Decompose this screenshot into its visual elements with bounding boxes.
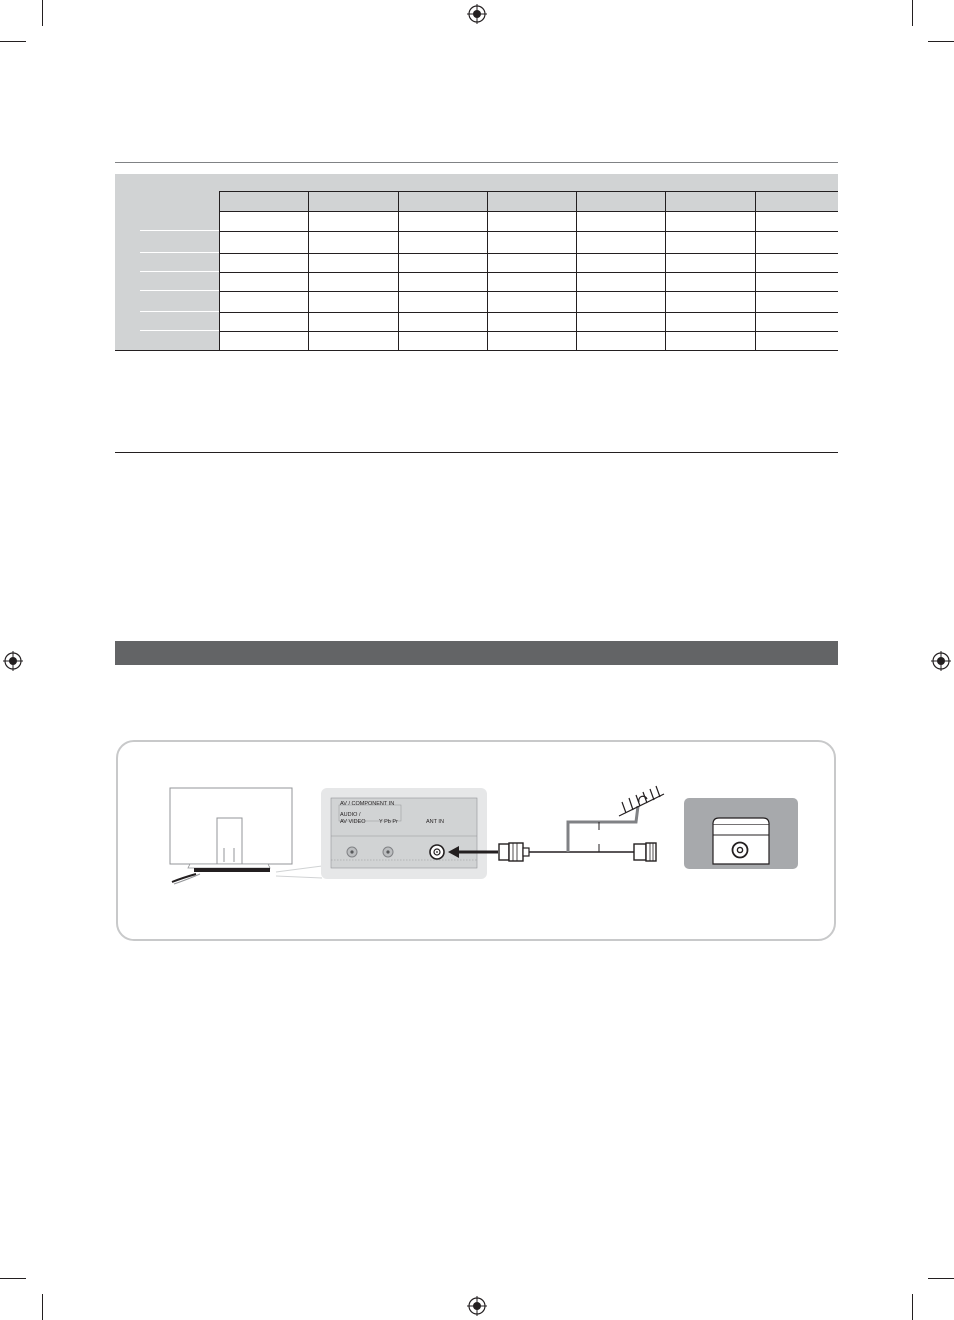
table-row-label [140,272,219,291]
coaxial-cable-icon [499,806,656,861]
registration-mark-icon [467,1296,487,1316]
table-row-label [140,231,219,253]
tv-back-panel [321,788,487,879]
table-bottom-line [115,350,838,351]
antenna-icon [619,786,664,816]
table-grid-line [219,272,838,273]
table-grid-line [219,312,838,313]
crop-mark [0,1278,26,1279]
registration-mark-icon [467,4,487,24]
table-column-separator [219,192,220,351]
table-row-label [140,331,219,351]
table-column-separator [755,192,756,351]
crop-mark [928,41,954,42]
table-column-separator [665,192,666,351]
av-component-in-label: AV / COMPONENT IN [340,801,395,807]
table-grid-line [219,331,838,332]
table-row-label [140,312,219,331]
section-heading-bar [115,641,838,665]
section-rule [115,452,838,453]
registration-mark-icon [3,651,23,671]
crop-mark [42,0,43,26]
table-column-header-row [219,192,838,211]
crop-mark [912,0,913,26]
table-row-label [140,253,219,272]
wall-socket-icon [684,798,798,869]
table-column-separator [398,192,399,351]
table-grid-line [219,291,838,292]
audio-label: AUDIO / [340,812,361,818]
crop-mark [912,1294,913,1320]
ant-in-label: ANT IN [426,819,444,825]
table-grid-line [219,211,838,212]
table-row-label [140,211,219,231]
table-grid-line [219,253,838,254]
table-top-rule [115,162,838,163]
registration-mark-icon [931,651,951,671]
component-y-pb-pr-label: Y Pb Pr [379,819,398,825]
tv-icon [170,788,322,884]
table-row-label [140,291,219,312]
table-group-header [219,174,838,192]
antenna-connection-illustration [116,740,836,941]
spec-table [115,174,838,351]
table-column-separator [487,192,488,351]
table-row-group-label [115,211,140,351]
table-column-separator [308,192,309,351]
table-corner-header [115,174,219,211]
av-video-label: AV VIDEO [340,819,366,825]
crop-mark [928,1278,954,1279]
table-column-separator [576,192,577,351]
crop-mark [0,41,26,42]
table-grid-line [219,231,838,232]
crop-mark [42,1294,43,1320]
